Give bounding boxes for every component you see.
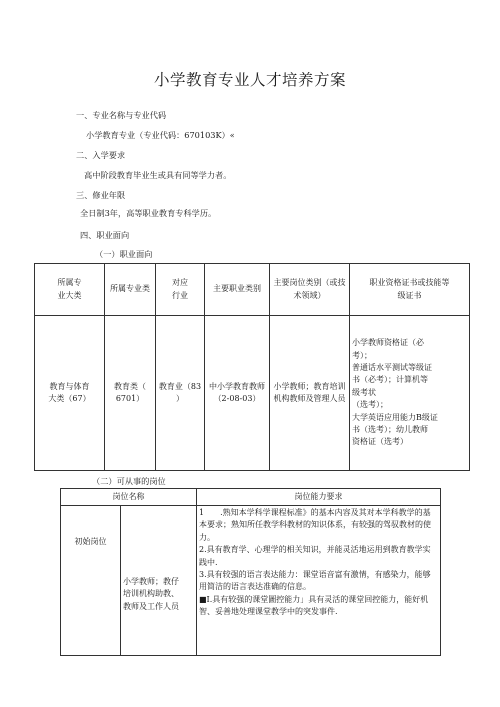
requirement-item: ■I.具有较强的课堂圖控能力」具有灵活的课堂回控能力，能好机智、妥善地处理课堂教学中的突发事件.	[199, 594, 429, 617]
cell-position: 小学教师；教育培训 机构教师及管理人员	[270, 316, 350, 471]
cell-position-category: 初始岗位	[61, 506, 121, 656]
requirement-item: 2.具有教育学、心理学的相关知识，并能灵活地运用到教育教学实践中.	[199, 545, 431, 567]
cell-industry: 教育业（83 ）	[156, 316, 205, 471]
header-industry: 对应 行业	[156, 264, 205, 316]
admission-requirement: 高中阶段教育毕业生或具有同等学力者。	[84, 170, 232, 180]
section-heading-major: 一、专业名称与专业代码	[76, 110, 167, 120]
table-header-row	[35, 264, 470, 316]
header-major-category: 所属专 业大类	[35, 264, 105, 316]
cell-major-category: 教育与体育 大类（67）	[35, 316, 105, 471]
major-name-code: 小学教育专业（专业代码：670103K）«	[86, 130, 235, 140]
section-heading-career: 四、职业面向	[80, 230, 130, 240]
requirement-item: 3.具有较强的语言表达能力：课堂语音富有激情，有感染力，能够用简洁的语言表达准确的信息。	[199, 569, 431, 592]
header-ability-requirements: 岗位能力要求	[197, 489, 441, 506]
subheading-positions: （二）可从事的岗位	[92, 476, 166, 486]
positions-table	[60, 488, 441, 656]
requirement-item: 1 .熟知本学科学课程标准》的基本内容及其对本学科教学的基本要求；熟知所任教学科教材的知识体系，有较强的驾驭教材的使力。	[199, 508, 431, 542]
table-header-row	[61, 489, 441, 506]
header-certificates: 职业资格证书或技能等 级证书	[350, 264, 470, 316]
cell-occupation: 中小学教育教师 （2-08-03）	[205, 316, 270, 471]
cell-major-class: 教育类（ 6701）	[105, 316, 156, 471]
header-occupation: 主要职业类别	[205, 264, 270, 316]
cell-certificates: 小学教师资格证（必 考）； 普通话水平测试等级证 书（必考）；计算机等 级考状 （选考）； 大学英语应用能力B级证 书（选考）；幼儿教师 资格证（选考）	[350, 316, 470, 471]
header-position-name: 岗位名称	[61, 489, 197, 506]
cell-ability-requirements	[197, 506, 441, 656]
document-title: 小学教育专业人才培养方案	[153, 71, 346, 89]
header-major-class: 所属专业类	[105, 264, 156, 316]
section-heading-admission: 二、入学要求	[76, 150, 126, 160]
subheading-career-orientation: （一）职业面向	[95, 249, 153, 259]
table-row	[35, 316, 470, 471]
section-heading-duration: 三、修业年限	[76, 190, 126, 200]
career-orientation-table	[34, 263, 470, 471]
study-duration: 全日制3年，高等职业教育专科学历。	[80, 208, 217, 218]
table-row	[61, 506, 441, 656]
header-position: 主要岗位类别（或技 术领域）	[270, 264, 350, 316]
cell-position-title: 小学教师；教仔 培训机构助教、 教师及工作人员	[121, 506, 197, 656]
